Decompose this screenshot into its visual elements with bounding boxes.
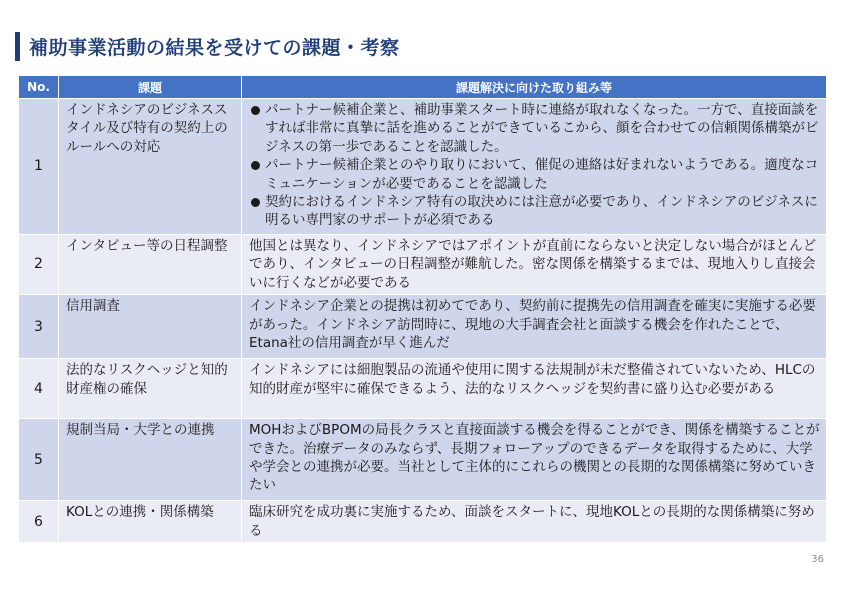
table-row	[19, 419, 827, 501]
row-approach: 臨床研究を成功裏に実施するため、面談をスタートに、現地KOLとの長期的な関係構築に努める	[242, 501, 827, 543]
row-number: 1	[19, 99, 59, 235]
table-row	[19, 295, 827, 359]
bullet-icon	[251, 198, 260, 207]
bullet-icon	[251, 106, 260, 115]
page-title: 補助事業活動の結果を受けての課題・考察	[29, 37, 400, 59]
table-row	[19, 99, 827, 235]
row-number: 3	[19, 295, 59, 359]
row-approach: 他国とは異なり、インドネシアではアポイントが直前にならないと決定しない場合がほとんどであり、インタビューの日程調整が難航した。密な関係を構築するまでは、現地入りし直接会いに行くなどが必要である	[242, 235, 827, 295]
table-row	[19, 501, 827, 543]
title-accent-bar	[15, 32, 20, 61]
table-row	[19, 359, 827, 419]
approach-bullet-list	[249, 101, 820, 230]
row-issue: インタビュー等の日程調整	[59, 235, 242, 295]
row-issue: 法的なリスクヘッジと知的財産権の確保	[59, 359, 242, 419]
row-number: 2	[19, 235, 59, 295]
row-approach: MOHおよびBPOMの局長クラスと直接面談する機会を得ることができ、関係を構築することができた。治療データのみならず、長期フォローアップのできるデータを取得するために、大学や学会との連携が必要。当社として主体的にこれらの機関との長期的な関係構築に努めていきたい	[242, 419, 827, 501]
row-issue: インドネシアのビジネススタイル及び特有の契約上のルールへの対応	[59, 99, 242, 235]
row-issue: 規制当局・大学との連携	[59, 419, 242, 501]
list-item	[249, 156, 820, 193]
list-item	[249, 101, 820, 156]
page-number: 36	[811, 554, 824, 565]
list-item	[249, 193, 820, 230]
header-no: No.	[19, 76, 59, 99]
row-issue: 信用調査	[59, 295, 242, 359]
table-row	[19, 235, 827, 295]
issues-table	[18, 75, 827, 543]
row-issue: KOLとの連携・関係構築	[59, 501, 242, 543]
row-number: 5	[19, 419, 59, 501]
bullet-icon	[251, 161, 260, 170]
row-number: 4	[19, 359, 59, 419]
bullet-text: パートナー候補企業と、補助事業スタート時に連絡が取れなくなった。一方で、直接面談をすれば非常に真摯に話を進めることができているこから、顔を合わせての信頼関係構築がビジネスの第一歩であることを認識した。	[265, 102, 819, 155]
header-approach: 課題解決に向けた取り組み等	[242, 76, 827, 99]
table-header-row	[19, 76, 827, 99]
row-approach	[242, 99, 827, 235]
bullet-text: 契約におけるインドネシア特有の取決めには注意が必要であり、インドネシアのビジネスに明るい専門家のサポートが必須である	[265, 194, 818, 229]
header-issue: 課題	[59, 76, 242, 99]
row-approach: インドネシア企業との提携は初めてであり、契約前に提携先の信用調査を確実に実施する必要があった。インドネシア訪問時に、現地の大手調査会社と面談する機会を作れたことで、Etana社の信用調査が早く進んだ	[242, 295, 827, 359]
bullet-text: パートナー候補企業とのやり取りにおいて、催促の連絡は好まれないようである。適度なコミュニケーションが必要であることを認識した	[265, 157, 819, 192]
row-number: 6	[19, 501, 59, 543]
row-approach: インドネシアには細胞製品の流通や使用に関する法規制が未だ整備されていないため、HLCの知的財産が堅牢に確保できるよう、法的なリスクヘッジを契約書に盛り込む必要がある	[242, 359, 827, 419]
